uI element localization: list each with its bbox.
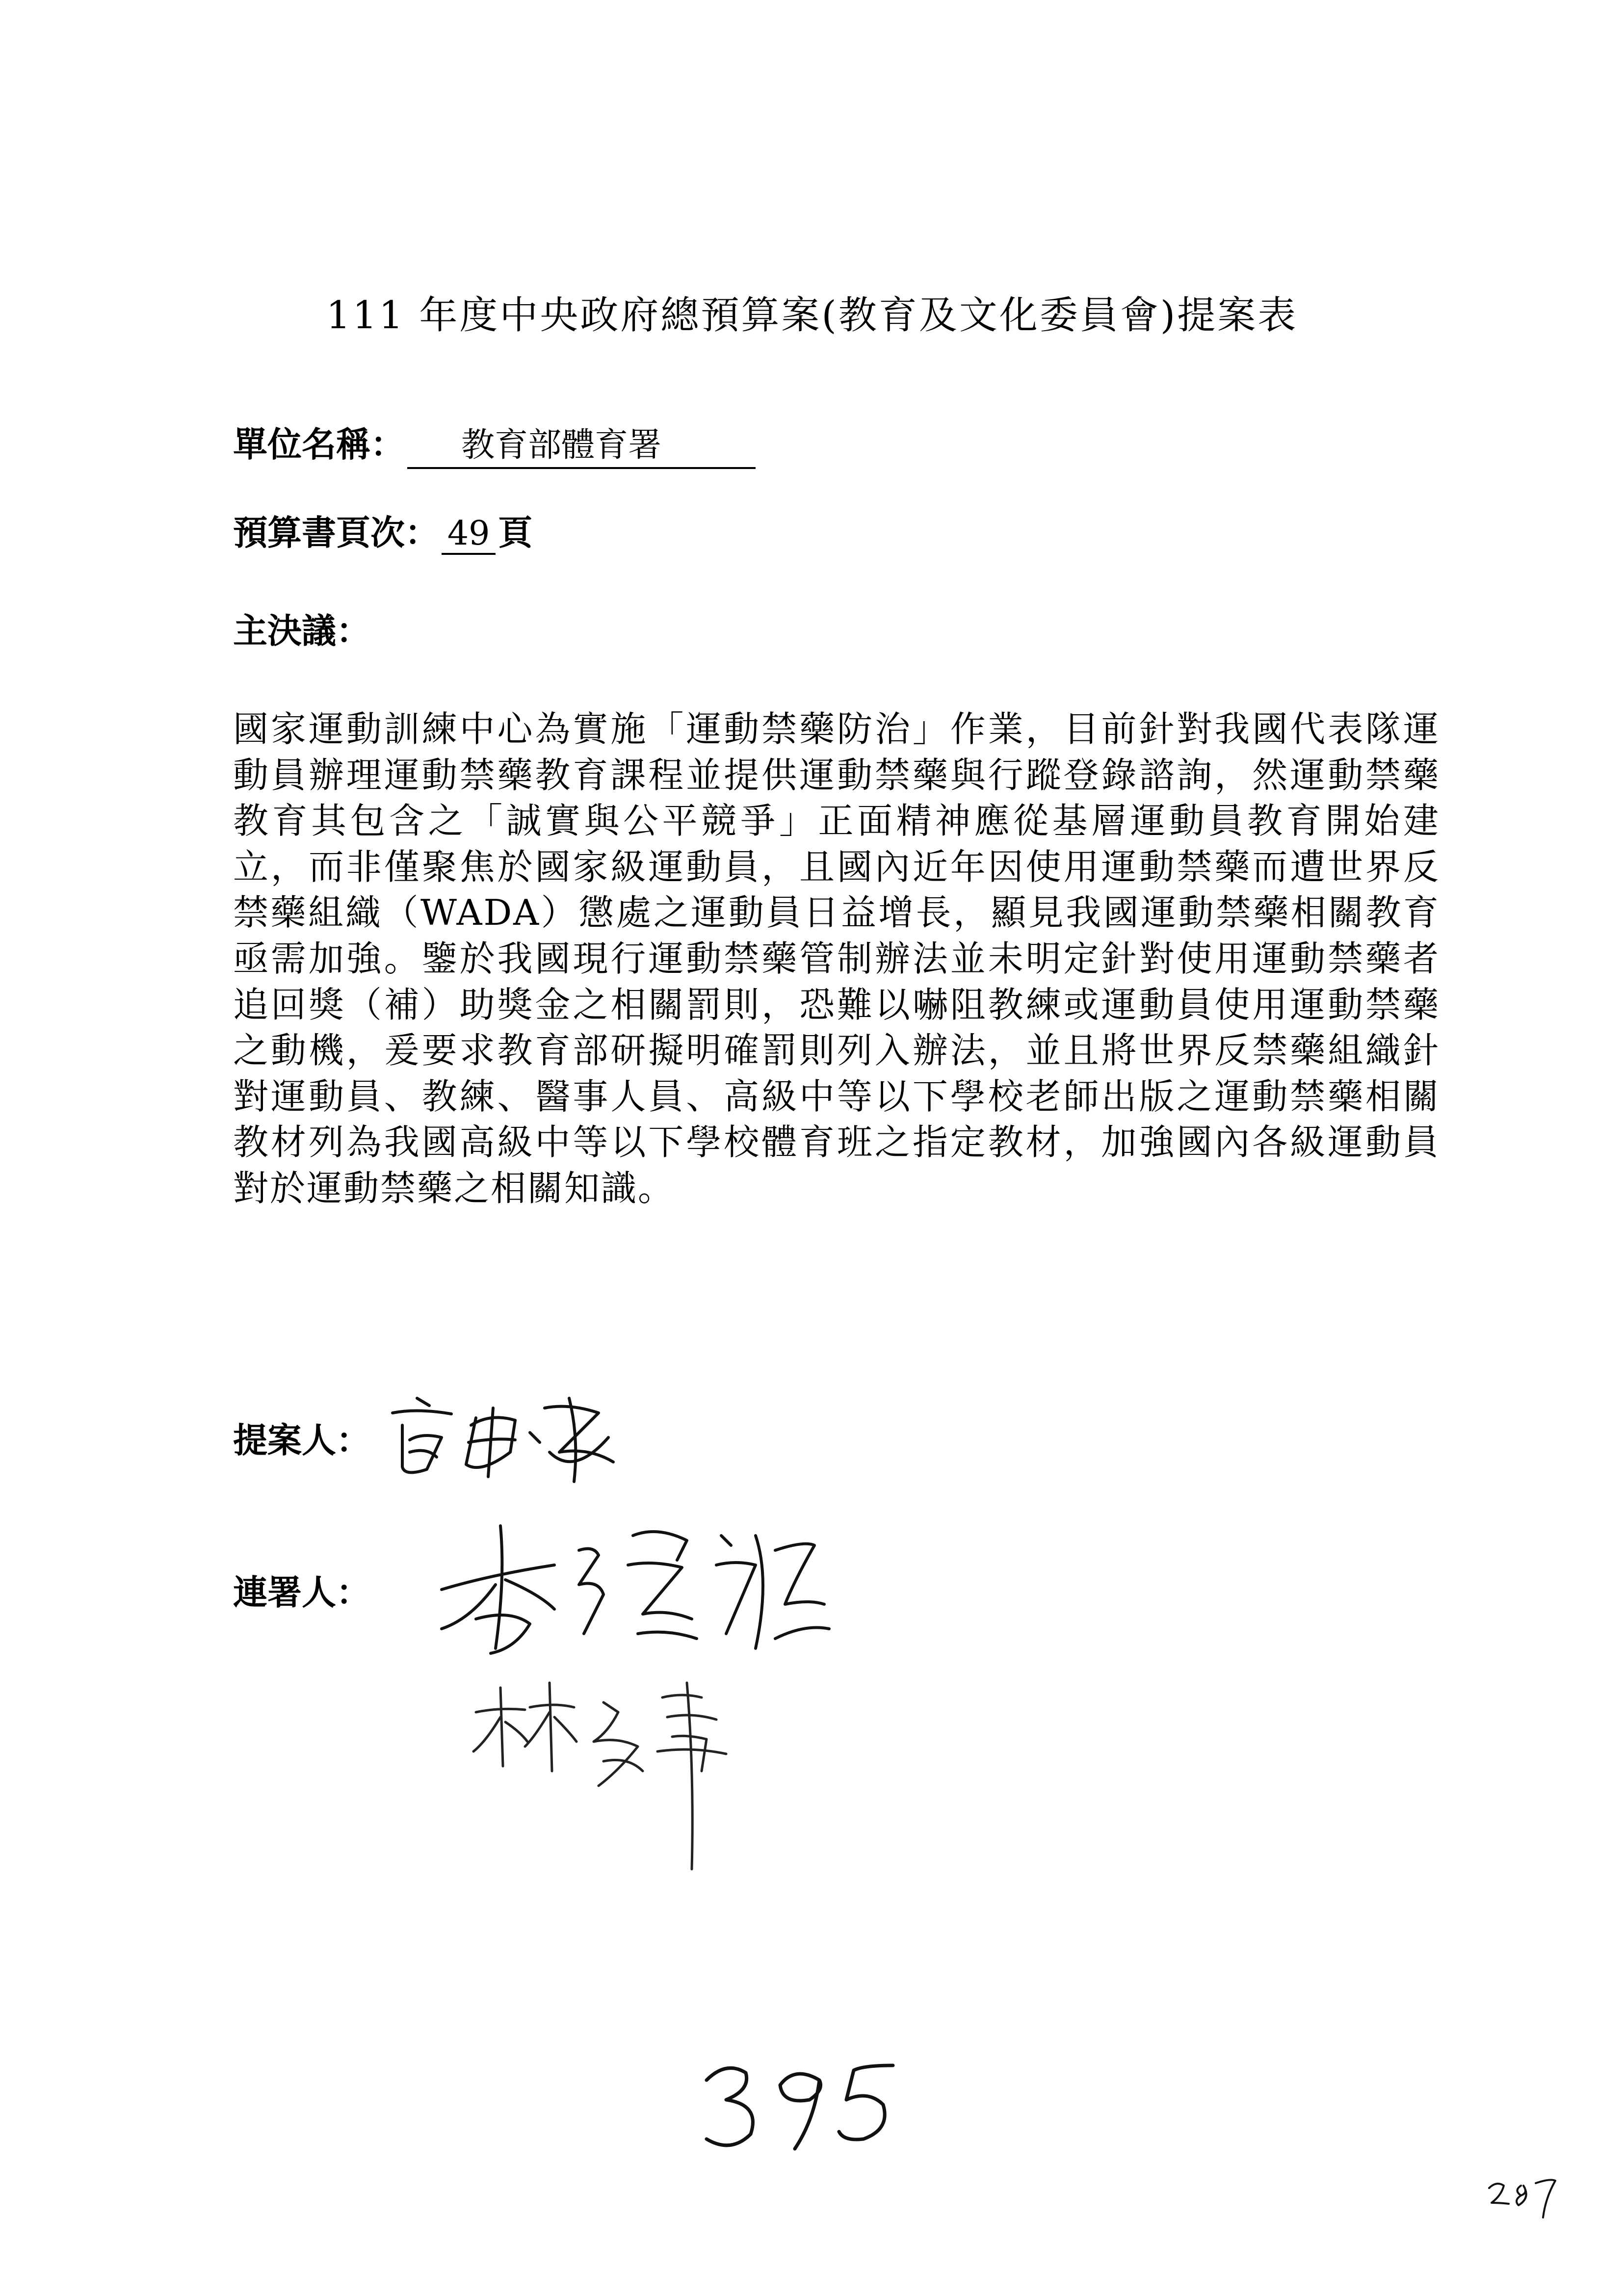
cosigners-label: 連署人： xyxy=(233,1572,370,1613)
cosigner-signature-2 xyxy=(471,1673,765,1879)
main-decision-label: 主決議： xyxy=(233,611,370,651)
proposer-label: 提案人： xyxy=(233,1420,370,1461)
budget-page-row xyxy=(233,505,532,555)
unit-name-value: 教育部體育署 xyxy=(407,418,756,469)
corner-page-number-287 xyxy=(1487,2168,1560,2222)
cosigner-signature-1 xyxy=(432,1506,834,1668)
unit-name-label: 單位名稱： xyxy=(233,424,405,465)
proposer-signature xyxy=(383,1379,638,1491)
handwritten-number-395 xyxy=(697,2051,903,2159)
main-decision-text: 國家運動訓練中心為實施「運動禁藥防治」作業，目前針對我國代表隊運動員辦理運動禁藥教育課程並提供運動禁藥與行蹤登錄諮詢，然運動禁藥教育其包含之「誠實與公平競爭」正面精神應從基層運動員教育開始建立，而非僅聚焦於國家級運動員，且國內近年因使用運動禁藥而遭世界反禁藥組織（WADA）懲處之運動員日益增長，顯見我國運動禁藥相關教育亟需加強。鑒於我國現行運動禁藥管制辦法並未明定針對使用運動禁藥者追回獎（補）助獎金之相關罰則，恐難以嚇阻教練或運動員使用運動禁藥之動機，爰要求教育部研擬明確罰則列入辦法，並且將世界反禁藥組織針對運動員、教練、醫事人員、高級中等以下學校老師出版之運動禁藥相關教材列為我國高級中等以下學校體育班之指定教材，加強國內各級運動員對於運動禁藥之相關知識。 xyxy=(233,708,1440,1209)
budget-page-suffix: 頁 xyxy=(498,513,533,553)
budget-page-label: 預算書頁次： xyxy=(233,513,439,553)
unit-name-row xyxy=(233,417,756,469)
budget-page-number: 49 xyxy=(442,514,496,555)
document-title: 111 年度中央政府總預算案(教育及文化委員會)提案表 xyxy=(326,293,1298,338)
